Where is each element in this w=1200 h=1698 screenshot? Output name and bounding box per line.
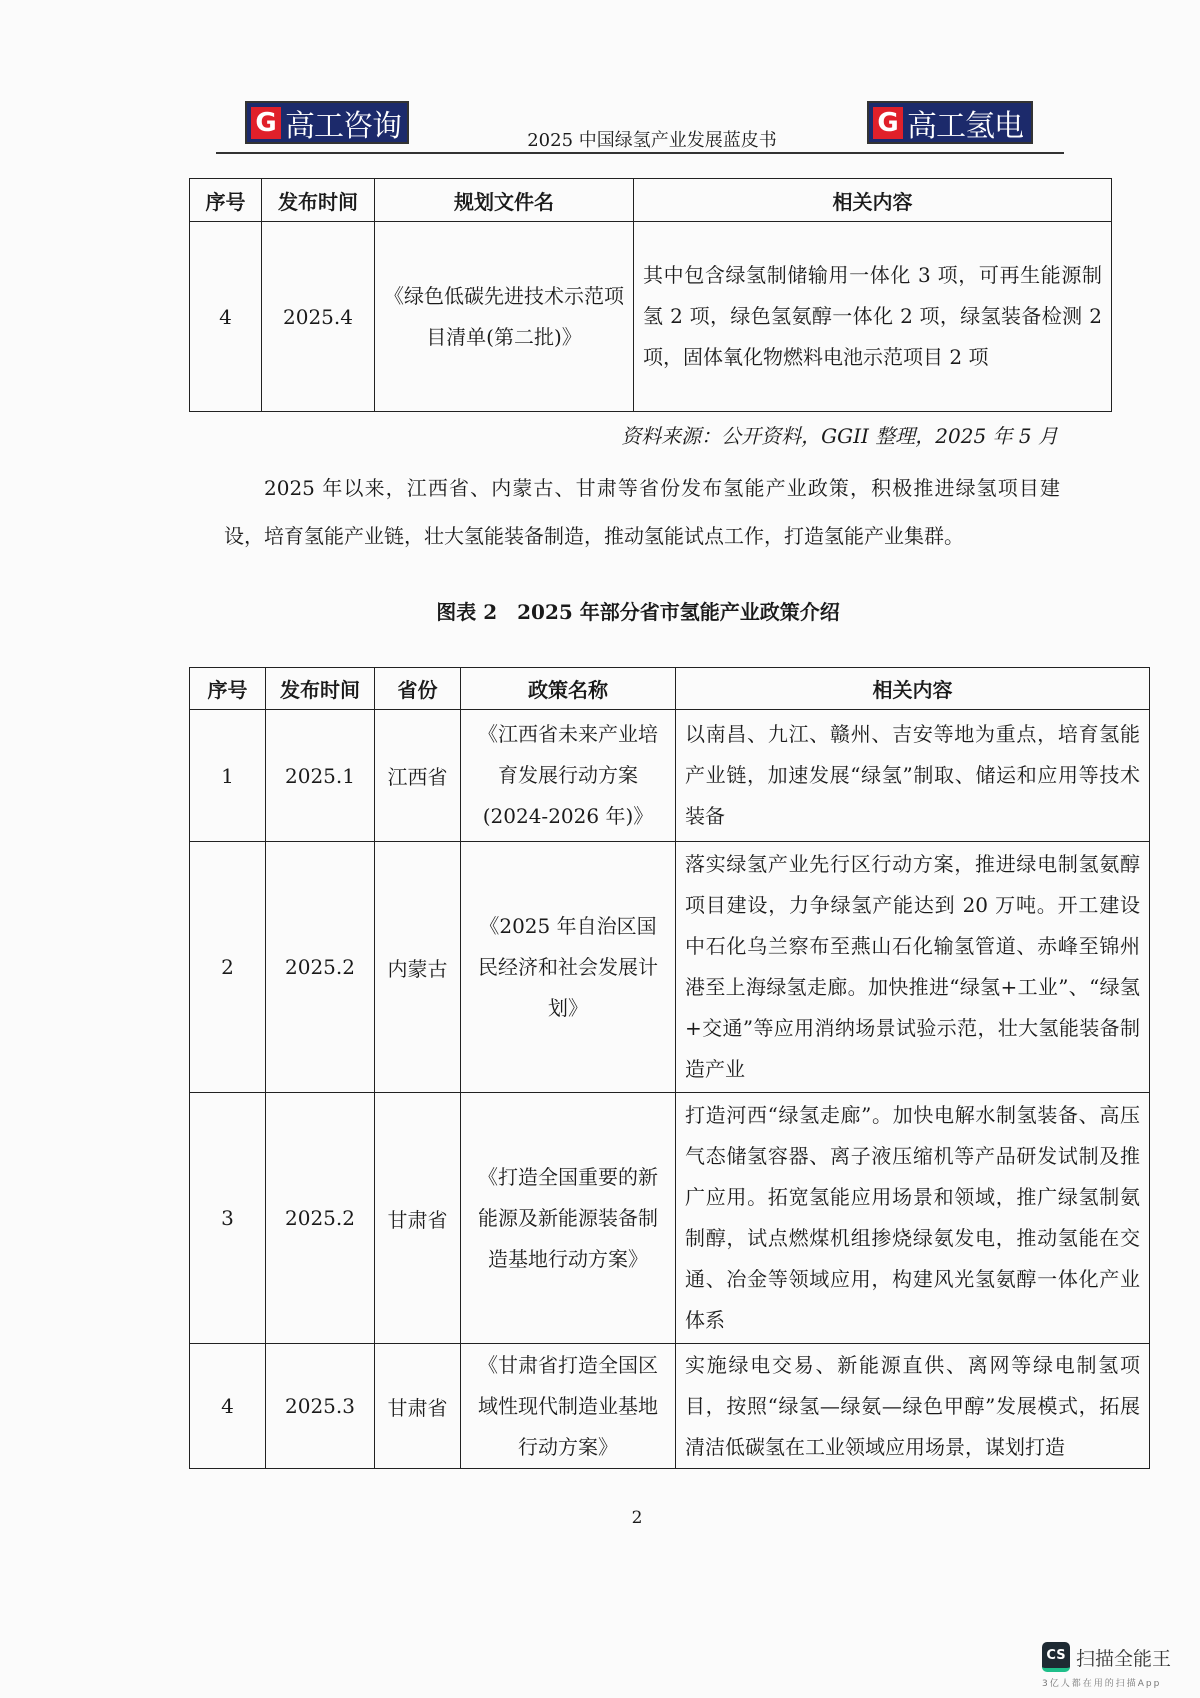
cell-name: 《甘肃省打造全国区域性现代制造业基地行动方案》 <box>461 1344 676 1469</box>
column-header: 发布时间 <box>262 179 375 222</box>
table-header-row <box>190 668 1150 710</box>
body-paragraph: 2025 年以来，江西省、内蒙古、甘肃等省份发布氢能产业政策，积极推进绿氢项目建设，培育氢能产业链，壮大氢能装备制造，推动氢能试点工作，打造氢能产业集群。 <box>224 476 1060 548</box>
cell-date: 2025.2 <box>266 842 375 1093</box>
cell-name: 《2025 年自治区国民经济和社会发展计划》 <box>461 842 676 1093</box>
camscanner-logo-icon: CS <box>1042 1642 1070 1672</box>
logo-mark: G <box>873 107 903 139</box>
watermark-tagline: 3亿人都在用的扫描App <box>1042 1679 1162 1689</box>
column-header: 发布时间 <box>266 668 375 710</box>
cell-province: 内蒙古 <box>375 842 461 1093</box>
provincial-policies-table <box>189 667 1150 1469</box>
cell-province: 江西省 <box>375 710 461 842</box>
cell-content: 以南昌、九江、赣州、吉安等地为重点，培育氢能产业链，加速发展“绿氢”制取、储运和应用等技术装备 <box>676 710 1150 842</box>
cell-date: 2025.4 <box>262 222 375 412</box>
column-header: 相关内容 <box>634 179 1112 222</box>
cell-content: 打造河西“绿氢走廊”。加快电解水制氢装备、高压气态储氢容器、离子液压缩机等产品研发试制及推广应用。拓宽氢能应用场景和领域，推广绿氢制氨制醇，试点燃煤机组掺烧绿氨发电，推动氢能在交通、冶金等领域应用，构建风光氢氨醇一体化产业体系 <box>676 1093 1150 1344</box>
cell-province: 甘肃省 <box>375 1093 461 1344</box>
table-row <box>190 710 1150 842</box>
planning-documents-table <box>189 178 1112 412</box>
cell-no: 3 <box>190 1093 266 1344</box>
figure-caption: 图表 2 2025 年部分省市氢能产业政策介绍 <box>436 600 840 624</box>
logo-mark: G <box>251 107 281 139</box>
column-header: 政策名称 <box>461 668 676 710</box>
gaogong-consulting-logo <box>245 101 409 144</box>
cell-name: 《江西省未来产业培育发展行动方案(2024-2026 年)》 <box>461 710 676 842</box>
cell-no: 4 <box>190 1344 266 1469</box>
logo-text: 高工咨询 <box>285 108 401 144</box>
table-row <box>190 222 1112 412</box>
cell-content: 落实绿氢产业先行区行动方案，推进绿电制氢氨醇项目建设，力争绿氢产能达到 20 万吨。开工建设中石化乌兰察布至燕山石化输氢管道、赤峰至锦州港至上海绿氢走廊。加快推进“绿氢+工业”、“绿氢+交通”等应用消纳场景试验示范，壮大氢能装备制造产业 <box>676 842 1150 1093</box>
header-divider <box>216 152 1064 154</box>
gaogong-hydrogen-logo <box>867 101 1033 144</box>
cell-content: 其中包含绿氢制储输用一体化 3 项，可再生能源制氢 2 项，绿色氢氨醇一体化 2 项，绿氢装备检测 2 项，固体氧化物燃料电池示范项目 2 项 <box>634 222 1112 412</box>
camscanner-watermark <box>1042 1642 1192 1689</box>
cell-no: 4 <box>190 222 262 412</box>
cell-content: 实施绿电交易、新能源直供、离网等绿电制氢项目，按照“绿氢—绿氨—绿色甲醇”发展模式，拓展清洁低碳氢在工业领域应用场景，谋划打造 <box>676 1344 1150 1469</box>
cell-date: 2025.1 <box>266 710 375 842</box>
cell-no: 2 <box>190 842 266 1093</box>
column-header: 规划文件名 <box>375 179 634 222</box>
column-header: 省份 <box>375 668 461 710</box>
cell-no: 1 <box>190 710 266 842</box>
page-number: 2 <box>631 1508 643 1528</box>
table-row <box>190 842 1150 1093</box>
source-note: 资料来源：公开资料，GGII 整理，2025 年 5 月 <box>621 424 1058 448</box>
column-header: 相关内容 <box>676 668 1150 710</box>
table-header-row <box>190 179 1112 222</box>
cell-date: 2025.2 <box>266 1093 375 1344</box>
logo-text: 高工氢电 <box>907 108 1023 144</box>
cell-name: 《打造全国重要的新能源及新能源装备制造基地行动方案》 <box>461 1093 676 1344</box>
watermark-name: 扫描全能王 <box>1076 1647 1172 1670</box>
document-header-title: 2025 中国绿氢产业发展蓝皮书 <box>527 130 777 151</box>
column-header: 序号 <box>190 668 266 710</box>
column-header: 序号 <box>190 179 262 222</box>
cell-name: 《绿色低碳先进技术示范项目清单(第二批)》 <box>375 222 634 412</box>
table-row <box>190 1093 1150 1344</box>
cell-date: 2025.3 <box>266 1344 375 1469</box>
table-row <box>190 1344 1150 1469</box>
cell-province: 甘肃省 <box>375 1344 461 1469</box>
